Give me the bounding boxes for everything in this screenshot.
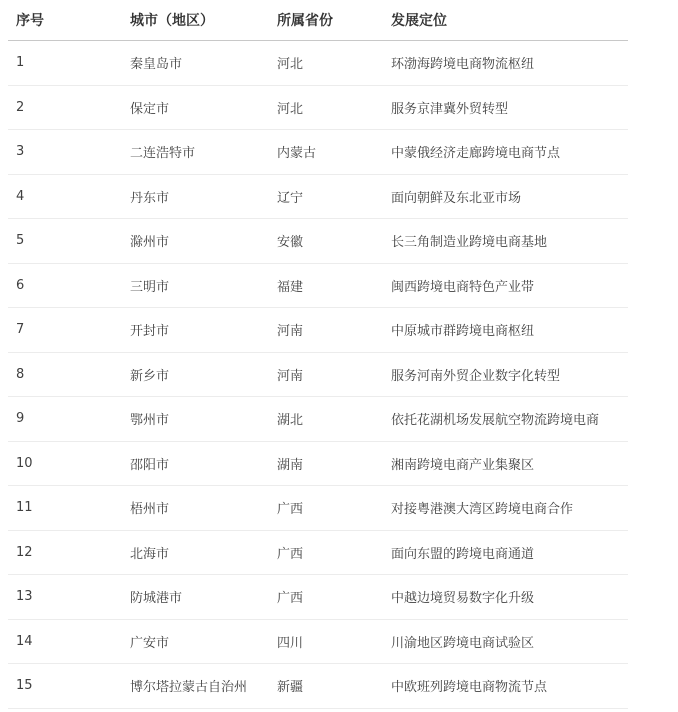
cell-province: 湖南 — [269, 441, 383, 486]
cell-positioning: 长三角制造业跨境电商基地 — [383, 219, 628, 264]
cell-index: 7 — [8, 308, 122, 353]
cell-province: 新疆 — [269, 664, 383, 709]
cell-positioning: 服务京津冀外贸转型 — [383, 85, 628, 130]
table-row — [8, 486, 628, 531]
cell-city: 三明市 — [122, 263, 269, 308]
cell-positioning: 湘南跨境电商产业集聚区 — [383, 441, 628, 486]
cell-city: 北海市 — [122, 530, 269, 575]
cell-positioning: 中越边境贸易数字化升级 — [383, 575, 628, 620]
cell-index: 6 — [8, 263, 122, 308]
header-positioning: 发展定位 — [383, 0, 628, 41]
header-index: 序号 — [8, 0, 122, 41]
cell-index: 12 — [8, 530, 122, 575]
cell-positioning: 面向东盟的跨境电商通道 — [383, 530, 628, 575]
cell-index: 13 — [8, 575, 122, 620]
cell-city: 邵阳市 — [122, 441, 269, 486]
table-row — [8, 352, 628, 397]
cell-index: 4 — [8, 174, 122, 219]
cell-city: 二连浩特市 — [122, 130, 269, 175]
cell-city: 防城港市 — [122, 575, 269, 620]
table-row — [8, 263, 628, 308]
cell-province: 湖北 — [269, 397, 383, 442]
cell-index: 11 — [8, 486, 122, 531]
city-table — [8, 0, 628, 709]
cell-index: 9 — [8, 397, 122, 442]
table-header — [8, 0, 628, 41]
cell-province: 河南 — [269, 308, 383, 353]
cell-province: 安徽 — [269, 219, 383, 264]
cell-city: 新乡市 — [122, 352, 269, 397]
header-province: 所属省份 — [269, 0, 383, 41]
table-row — [8, 397, 628, 442]
cell-index: 5 — [8, 219, 122, 264]
cell-city: 梧州市 — [122, 486, 269, 531]
cell-province: 辽宁 — [269, 174, 383, 219]
cell-index: 8 — [8, 352, 122, 397]
table-row — [8, 219, 628, 264]
table-body — [8, 41, 628, 709]
cell-province: 河北 — [269, 41, 383, 86]
table-row — [8, 619, 628, 664]
cell-index: 2 — [8, 85, 122, 130]
cell-province: 广西 — [269, 575, 383, 620]
table-row — [8, 308, 628, 353]
cell-province: 广西 — [269, 530, 383, 575]
cell-province: 河南 — [269, 352, 383, 397]
city-table-container — [8, 0, 628, 709]
table-row — [8, 85, 628, 130]
cell-index: 3 — [8, 130, 122, 175]
header-row — [8, 0, 628, 41]
table-row — [8, 664, 628, 709]
cell-city: 秦皇岛市 — [122, 41, 269, 86]
cell-city: 保定市 — [122, 85, 269, 130]
cell-positioning: 环渤海跨境电商物流枢纽 — [383, 41, 628, 86]
cell-positioning: 中原城市群跨境电商枢纽 — [383, 308, 628, 353]
cell-province: 四川 — [269, 619, 383, 664]
cell-positioning: 中蒙俄经济走廊跨境电商节点 — [383, 130, 628, 175]
cell-city: 广安市 — [122, 619, 269, 664]
cell-city: 滁州市 — [122, 219, 269, 264]
cell-city: 丹东市 — [122, 174, 269, 219]
cell-index: 14 — [8, 619, 122, 664]
cell-city: 开封市 — [122, 308, 269, 353]
table-row — [8, 575, 628, 620]
cell-positioning: 依托花湖机场发展航空物流跨境电商 — [383, 397, 628, 442]
cell-city: 博尔塔拉蒙古自治州 — [122, 664, 269, 709]
cell-index: 1 — [8, 41, 122, 86]
cell-province: 广西 — [269, 486, 383, 531]
cell-positioning: 面向朝鲜及东北亚市场 — [383, 174, 628, 219]
cell-positioning: 中欧班列跨境电商物流节点 — [383, 664, 628, 709]
table-row — [8, 41, 628, 86]
cell-positioning: 闽西跨境电商特色产业带 — [383, 263, 628, 308]
cell-city: 鄂州市 — [122, 397, 269, 442]
table-row — [8, 174, 628, 219]
cell-positioning: 对接粤港澳大湾区跨境电商合作 — [383, 486, 628, 531]
table-row — [8, 130, 628, 175]
table-row — [8, 441, 628, 486]
cell-positioning: 川渝地区跨境电商试验区 — [383, 619, 628, 664]
cell-index: 10 — [8, 441, 122, 486]
cell-province: 内蒙古 — [269, 130, 383, 175]
cell-province: 福建 — [269, 263, 383, 308]
table-row — [8, 530, 628, 575]
cell-province: 河北 — [269, 85, 383, 130]
cell-index: 15 — [8, 664, 122, 709]
cell-positioning: 服务河南外贸企业数字化转型 — [383, 352, 628, 397]
header-city: 城市（地区） — [122, 0, 269, 41]
